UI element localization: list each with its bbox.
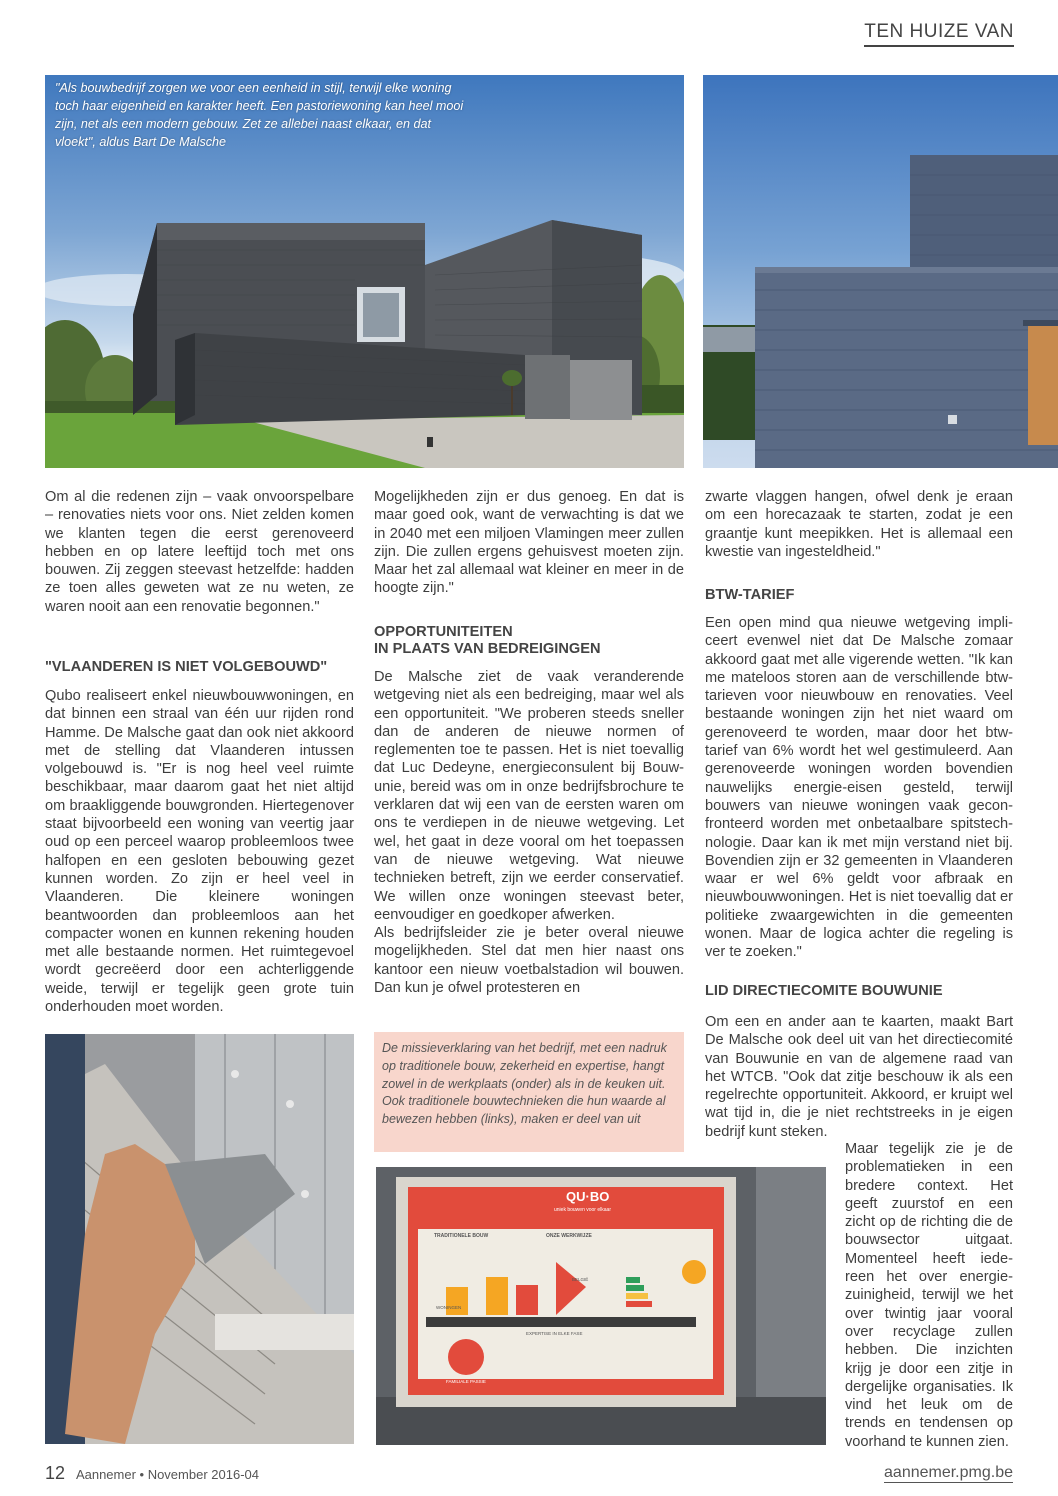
column2-paragraph1: Mogelijkheden zijn er dus genoeg. En dat is maar goed ook, want de verwachting is dat we in 2040 met een miljoen Vlamingen meer zullen zijn. Die zullen ergens gehuisvest moeten zijn. Maar het zal allemaal wat kleiner en meer in de hoogte zijn." xyxy=(374,489,684,597)
column2-heading xyxy=(374,624,684,658)
hero-caption: "Als bouwbedrijf zorgen we voor een eenheid in stijl, terwijl elke woning toch haar eigenheid en karakter heeft. Een pastoriewoning kan heel mooi zijn, net als een modern gebouw. Zet ze allebei naast elkaar, en dat vloekt", aldus Bart De Malsche xyxy=(55,81,464,149)
column3-paragraph4: Maar tegelijk zie je de problematieken in een bredere context. Het geeft zuurstof en een zicht op de richting die de bouwsector uitgaat. Momenteel heeft iedereen het over energiezuinigheid, terwijl we het over twintig jaar vooral over recyclage zullen hebben. Die inzichten krijg je door een zitje in dergelijke organisaties. Ik vind het leuk om de trends en tendensen op voorhand te kunnen zien. xyxy=(845,1141,1013,1450)
board-label-belgie: BELGIË xyxy=(572,1277,589,1282)
column1-heading: "VLAANDEREN IS NIET VOLGEBOUWD" xyxy=(45,659,328,675)
website-link[interactable]: aannemer.pmg.be xyxy=(884,1464,1013,1481)
column1-paragraph1: Om al die redenen zijn – vaak onvoorspelbare – renovaties niets voor ons. Niet zelden komen we klanten tegen die eerst gerenoveerd hebben en op latere leeftijd toch met ons bouwen. Zij zeggen steevast hetzelfde: hadden ze toen alles geweten wat ze nu weten, ze waren nooit aan een renovatie begonnen." xyxy=(45,489,354,615)
page-number: 12 xyxy=(45,1463,66,1483)
publication-info: Aannemer • November 2016-04 xyxy=(75,1467,259,1482)
column2-heading-line1: OPPORTUNITEITEN xyxy=(374,624,513,640)
column2-paragraph3: Als bedrijfsleider zie je beter overal nieuwe mogelijkheden. Stel dat men hier naast ons kantoor een nieuw voetbalstadion wil bouwen. Dan kun je ofwel protesteren en xyxy=(374,925,684,997)
column3-paragraph3: Om een en ander aan te kaarten, maakt Bart De Malsche ook deel uit van het directiecomité van Bouwunie en van de algemene raad van het WTCB. "Ook dat zitje beschouw ik als een regelrechte opportuniteit. Akkoord, er kruipt wel wat tijd in, die je niet rechtstreeks in je eigen bedrijf kunt steken. xyxy=(705,1014,1013,1140)
board-logo: QU·BO xyxy=(566,1189,610,1204)
board-tagline: uniek bouwen voor elkaar xyxy=(554,1207,611,1213)
board-label-expertise: EXPERTISE IN ELKE FASE xyxy=(526,1331,583,1336)
column3-heading-btw: BTW-TARIEF xyxy=(705,587,795,603)
brick-facade-illustration xyxy=(703,75,1058,468)
hero-photo xyxy=(45,75,684,468)
photo-caption-box xyxy=(374,1032,684,1152)
facade-photo xyxy=(703,75,1058,468)
bricklaying-illustration xyxy=(45,1034,354,1444)
board-label-woningen: WONINGEN xyxy=(436,1305,462,1310)
board-panel1-label: TRADITIONELE BOUW xyxy=(434,1233,489,1239)
photo-caption-text: De missieverklaring van het bedrijf, met een nadruk op traditionele bouw, zekerheid en expertise, hangt zowel in de werkplaats (onder) als in de keuken uit. Ook traditionele bouwtechnieken die hun waarde al bewezen hebben (links), maken er deel van uit xyxy=(382,1041,667,1127)
column3-heading-bouwunie: LID DIRECTIECOMITE BOUWUNIE xyxy=(705,983,943,999)
column3-paragraph1: zwarte vlaggen hangen, ofwel denk je eraan om een horecazaak te starten, zodat je een graantje kunt meepikken. Het is allemaal een kwestie van ingesteldheid." xyxy=(705,489,1013,560)
board-panel2-label: ONZE WERKWIJZE xyxy=(546,1233,592,1239)
column1-paragraph2: Qubo realiseert enkel nieuwbouwwoningen, en dat binnen een straal van één uur rijden rond Hamme. De Malsche gaat dan ook niet akkoord met de stelling dat Vlaanderen intussen volgebouwd is. "Er is nog heel veel ruimte beschikbaar, maar daarom gaat het niet altijd om braakliggende bouwgronden. Hiertegenover staat bijvoorbeeld een woning van veertig jaar oud op een perceel waarop probleemloos twee halfopen en een gesloten bebouwing gezet kunnen worden. Zo zijn er heel veel in Vlaanderen. Die kleinere woningen beantwoorden dan probleemloos aan het compacter wonen en kunnen rekening houden met alle bestaande normen. Het ruimtegevoel wordt gecreëerd door een achterliggende weide, terwijl er tegelijk geen grote tuin onderhouden moet worden. xyxy=(45,688,354,1016)
section-label: TEN HUIZE VAN xyxy=(864,20,1014,47)
column2-heading-line2: IN PLAATS VAN BEDREIGINGEN xyxy=(374,641,601,657)
board-label-passie: FAMILIALE PASSIE xyxy=(446,1379,486,1384)
mission-board-photo xyxy=(376,1167,826,1445)
column2-paragraph2: De Malsche ziet de vaak veranderende wetgeving niet als een bedreiging, maar wel als een opportuniteit. "We proberen steeds sneller dan de anderen de nieuwe normen of reglementen toe te passen. Het is niet toevallig dat Luc Dedeyne, energieconsulent bij Bouwunie, bereid was om in onze bedrijfsbrochure te verklaren dat wij een van de eersten waren om ons te verdiepen in de nieuwe wetgeving. Let wel, het gaat in deze vooral om het toepassen van de nieuwe wetgeving. Wat nieuwe technieken betreft, zijn we eerder conservatief. We willen onze woningen steevast beter, eenvoudiger en goedkoper afwerken. Als bedrijfsleider zie je beter overal nieuwe mogelijkheden. Stel dat men hier naast ons kantoor een nieuw voetbalstadion wil bouwen. Dan kun je ofwel protesteren en xyxy=(374,669,684,997)
footer-left xyxy=(45,1463,259,1484)
mason-photo xyxy=(45,1034,354,1444)
column3-paragraph2: Een open mind qua nieuwe wetgeving impliceert evenwel niet dat De Malsche zomaar akkoord gaat met alle vigerende wetten. "Ik kan me mateloos storen aan de verschillende btw-tarieven voor nieuwbouw en renovaties. Veel bestaande woningen zijn het niet waard om gerenoveerd te worden, maar door het btw-tarief van 6% wordt het wel gestimuleerd. Aan gerenoveerde woningen worden bovendien nauwelijks energie-eisen gesteld, terwijl bouwers van nieuwe woningen vaak geconfronteerd worden met onbetaalbare spitstechnologie. Daar kan ik met mijn verstand niet bij. Bovendien zijn er 32 gemeenten in Vlaanderen waar er wel 6% geldt voor afbraak en nieuwbouwwoningen. Het is niet toevallig dat er politieke zwaargewichten in die gemeenten wonen. Maar de logica achter die regeling is ver te zoeken." xyxy=(705,615,1013,961)
